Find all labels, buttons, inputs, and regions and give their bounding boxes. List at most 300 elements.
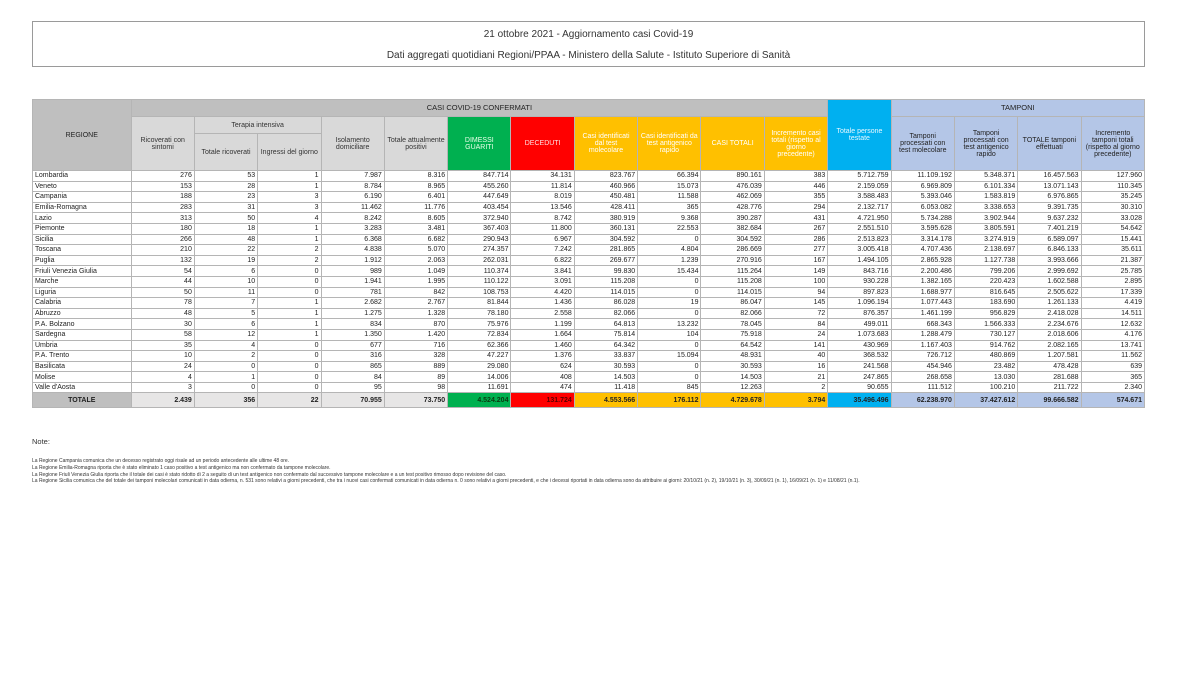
- value-cell: 0: [638, 276, 701, 287]
- value-cell: 372.940: [448, 213, 511, 224]
- value-cell: 889: [384, 361, 447, 372]
- value-cell: 286.669: [701, 245, 764, 256]
- region-name-cell: Toscana: [33, 245, 132, 256]
- total-value-cell: 3.794: [764, 393, 827, 408]
- value-cell: 7: [194, 298, 257, 309]
- table-row: [33, 266, 1145, 277]
- value-cell: 956.829: [954, 308, 1017, 319]
- value-cell: 28: [194, 181, 257, 192]
- value-cell: 2.138.697: [954, 245, 1017, 256]
- value-cell: 247.865: [828, 372, 891, 383]
- value-cell: 930.228: [828, 276, 891, 287]
- value-cell: 1: [258, 319, 321, 330]
- table-row: [33, 372, 1145, 383]
- value-cell: 450.481: [574, 192, 637, 203]
- value-cell: 7.242: [511, 245, 574, 256]
- value-cell: 1: [258, 329, 321, 340]
- value-cell: 290.943: [448, 234, 511, 245]
- value-cell: 365: [1081, 372, 1144, 383]
- value-cell: 455.260: [448, 181, 511, 192]
- value-cell: 624: [511, 361, 574, 372]
- value-cell: 1.941: [321, 276, 384, 287]
- value-cell: 2.551.510: [828, 223, 891, 234]
- value-cell: 0: [258, 351, 321, 362]
- value-cell: 14.503: [701, 372, 764, 383]
- value-cell: 914.762: [954, 340, 1017, 351]
- value-cell: 365: [638, 202, 701, 213]
- value-cell: 281.865: [574, 245, 637, 256]
- value-cell: 847.714: [448, 171, 511, 182]
- value-cell: 23.482: [954, 361, 1017, 372]
- value-cell: 110.374: [448, 266, 511, 277]
- value-cell: 1.494.105: [828, 255, 891, 266]
- value-cell: 499.011: [828, 319, 891, 330]
- value-cell: 23: [194, 192, 257, 203]
- value-cell: 6: [194, 319, 257, 330]
- value-cell: 842: [384, 287, 447, 298]
- value-cell: 1.049: [384, 266, 447, 277]
- table-row: [33, 329, 1145, 340]
- region-name-cell: Sicilia: [33, 234, 132, 245]
- value-cell: 115.208: [701, 276, 764, 287]
- value-cell: 360.131: [574, 223, 637, 234]
- value-cell: 1.288.479: [891, 329, 954, 340]
- table-row: [33, 255, 1145, 266]
- value-cell: 4.838: [321, 245, 384, 256]
- value-cell: 870: [384, 319, 447, 330]
- value-cell: 11.462: [321, 202, 384, 213]
- value-cell: 6.589.097: [1018, 234, 1081, 245]
- value-cell: 5.348.371: [954, 171, 1017, 182]
- value-cell: 53: [194, 171, 257, 182]
- value-cell: 989: [321, 266, 384, 277]
- value-cell: 50: [194, 213, 257, 224]
- value-cell: 3.274.919: [954, 234, 1017, 245]
- note-line: La Regione Friuli Venezia Giulia riporta che il totale dei casi è stato ridotto di 2 a seguito di un test antigenico non confermato dal successivo tampone molecolare e a un test positivo rimosso dopo revisione del caso.: [32, 471, 507, 478]
- value-cell: 14.006: [448, 372, 511, 383]
- value-cell: 2.999.692: [1018, 266, 1081, 277]
- value-cell: 447.649: [448, 192, 511, 203]
- value-cell: 480.869: [954, 351, 1017, 362]
- region-name-cell: Lombardia: [33, 171, 132, 182]
- value-cell: 1.261.133: [1018, 298, 1081, 309]
- value-cell: 7.401.219: [1018, 223, 1081, 234]
- value-cell: 3.283: [321, 223, 384, 234]
- value-cell: 11.418: [574, 382, 637, 393]
- value-cell: 84: [764, 319, 827, 330]
- total-value-cell: 99.666.582: [1018, 393, 1081, 408]
- value-cell: 30.310: [1081, 202, 1144, 213]
- table-row: [33, 245, 1145, 256]
- value-cell: 1.073.683: [828, 329, 891, 340]
- total-label-cell: TOTALE: [33, 393, 132, 408]
- value-cell: 2.340: [1081, 382, 1144, 393]
- value-cell: 115.208: [574, 276, 637, 287]
- total-value-cell: 70.955: [321, 393, 384, 408]
- total-value-cell: 356: [194, 393, 257, 408]
- value-cell: 75.814: [574, 329, 637, 340]
- value-cell: 78.045: [701, 319, 764, 330]
- value-cell: 268.658: [891, 372, 954, 383]
- value-cell: 13.232: [638, 319, 701, 330]
- value-cell: 11.109.192: [891, 171, 954, 182]
- value-cell: 267: [764, 223, 827, 234]
- table-row: [33, 340, 1145, 351]
- value-cell: 3: [131, 382, 194, 393]
- value-cell: 19: [638, 298, 701, 309]
- value-cell: 3.993.666: [1018, 255, 1081, 266]
- value-cell: 22.553: [638, 223, 701, 234]
- value-cell: 11.562: [1081, 351, 1144, 362]
- header-incremento-casi: Incremento casi totali (rispetto al giorno precedente): [764, 117, 827, 171]
- value-cell: 86.047: [701, 298, 764, 309]
- total-value-cell: 22: [258, 393, 321, 408]
- table-row: [33, 287, 1145, 298]
- value-cell: 16: [764, 361, 827, 372]
- value-cell: 2.234.676: [1018, 319, 1081, 330]
- value-cell: 0: [638, 308, 701, 319]
- value-cell: 8.316: [384, 171, 447, 182]
- value-cell: 6.053.082: [891, 202, 954, 213]
- total-value-cell: 2.439: [131, 393, 194, 408]
- value-cell: 2: [194, 351, 257, 362]
- total-value-cell: 176.112: [638, 393, 701, 408]
- value-cell: 281.688: [1018, 372, 1081, 383]
- value-cell: 8.605: [384, 213, 447, 224]
- value-cell: 141: [764, 340, 827, 351]
- value-cell: 111.512: [891, 382, 954, 393]
- value-cell: 9.368: [638, 213, 701, 224]
- value-cell: 266: [131, 234, 194, 245]
- value-cell: 382.684: [701, 223, 764, 234]
- value-cell: 1: [258, 171, 321, 182]
- header-ingressi-giorno: Ingressi del giorno: [258, 134, 321, 171]
- value-cell: 1.199: [511, 319, 574, 330]
- value-cell: 58: [131, 329, 194, 340]
- value-cell: 99.830: [574, 266, 637, 277]
- value-cell: 845: [638, 382, 701, 393]
- value-cell: 262.031: [448, 255, 511, 266]
- value-cell: 1.583.819: [954, 192, 1017, 203]
- value-cell: 1.995: [384, 276, 447, 287]
- value-cell: 44: [131, 276, 194, 287]
- value-cell: 54.642: [1081, 223, 1144, 234]
- value-cell: 3.841: [511, 266, 574, 277]
- value-cell: 1: [258, 234, 321, 245]
- value-cell: 0: [638, 372, 701, 383]
- value-cell: 8.019: [511, 192, 574, 203]
- value-cell: 276: [131, 171, 194, 182]
- value-cell: 890.161: [701, 171, 764, 182]
- value-cell: 13.071.143: [1018, 181, 1081, 192]
- value-cell: 865: [321, 361, 384, 372]
- region-name-cell: Campania: [33, 192, 132, 203]
- value-cell: 3: [258, 192, 321, 203]
- header-casi-antigenico: Casi identificati da test antigenico rapido: [638, 117, 701, 171]
- value-cell: 89: [384, 372, 447, 383]
- region-name-cell: Puglia: [33, 255, 132, 266]
- value-cell: 9.637.232: [1018, 213, 1081, 224]
- value-cell: 283: [131, 202, 194, 213]
- value-cell: 1.350: [321, 329, 384, 340]
- value-cell: 408: [511, 372, 574, 383]
- value-cell: 145: [764, 298, 827, 309]
- header-terapia-intensiva: Terapia intensiva: [194, 117, 321, 134]
- value-cell: 0: [258, 372, 321, 383]
- value-cell: 0: [258, 266, 321, 277]
- value-cell: 30.593: [701, 361, 764, 372]
- value-cell: 12.632: [1081, 319, 1144, 330]
- value-cell: 6: [194, 266, 257, 277]
- table-row: [33, 213, 1145, 224]
- value-cell: 24: [131, 361, 194, 372]
- value-cell: 3.588.483: [828, 192, 891, 203]
- value-cell: 98: [384, 382, 447, 393]
- value-cell: 183.690: [954, 298, 1017, 309]
- value-cell: 5: [194, 308, 257, 319]
- value-cell: 75.918: [701, 329, 764, 340]
- region-name-cell: Sardegna: [33, 329, 132, 340]
- value-cell: 48: [131, 308, 194, 319]
- value-cell: 2.767: [384, 298, 447, 309]
- value-cell: 454.946: [891, 361, 954, 372]
- header-tamponi: TAMPONI: [891, 100, 1144, 117]
- value-cell: 75.976: [448, 319, 511, 330]
- value-cell: 668.343: [891, 319, 954, 330]
- value-cell: 2.159.059: [828, 181, 891, 192]
- value-cell: 31: [194, 202, 257, 213]
- value-cell: 823.767: [574, 171, 637, 182]
- value-cell: 13.030: [954, 372, 1017, 383]
- value-cell: 2.082.165: [1018, 340, 1081, 351]
- table-row: [33, 298, 1145, 309]
- value-cell: 72.834: [448, 329, 511, 340]
- value-cell: 3.902.944: [954, 213, 1017, 224]
- header-totale-ricoverati: Totale ricoverati: [194, 134, 257, 171]
- value-cell: 383: [764, 171, 827, 182]
- value-cell: 4: [194, 340, 257, 351]
- value-cell: 1.167.403: [891, 340, 954, 351]
- value-cell: 0: [638, 361, 701, 372]
- header-isolamento: Isolamento domiciliare: [321, 117, 384, 171]
- value-cell: 4.176: [1081, 329, 1144, 340]
- value-cell: 132: [131, 255, 194, 266]
- value-cell: 1.275: [321, 308, 384, 319]
- table-row: [33, 181, 1145, 192]
- value-cell: 16.457.563: [1018, 171, 1081, 182]
- value-cell: 33.837: [574, 351, 637, 362]
- value-cell: 188: [131, 192, 194, 203]
- value-cell: 876.357: [828, 308, 891, 319]
- region-name-cell: Lazio: [33, 213, 132, 224]
- value-cell: 478.428: [1018, 361, 1081, 372]
- value-cell: 149: [764, 266, 827, 277]
- notes-section: [32, 437, 1145, 485]
- value-cell: 210: [131, 245, 194, 256]
- value-cell: 94: [764, 287, 827, 298]
- value-cell: 2.682: [321, 298, 384, 309]
- value-cell: 1.077.443: [891, 298, 954, 309]
- value-cell: 270.916: [701, 255, 764, 266]
- value-cell: 446: [764, 181, 827, 192]
- value-cell: 54: [131, 266, 194, 277]
- value-cell: 21: [764, 372, 827, 383]
- value-cell: 15.434: [638, 266, 701, 277]
- report-title: 21 ottobre 2021 - Aggiornamento casi Covid-19: [483, 29, 694, 40]
- value-cell: 2.063: [384, 255, 447, 266]
- value-cell: 18: [194, 223, 257, 234]
- value-cell: 294: [764, 202, 827, 213]
- value-cell: 34.131: [511, 171, 574, 182]
- value-cell: 241.568: [828, 361, 891, 372]
- value-cell: 328: [384, 351, 447, 362]
- value-cell: 25.785: [1081, 266, 1144, 277]
- value-cell: 269.677: [574, 255, 637, 266]
- value-cell: 72: [764, 308, 827, 319]
- value-cell: 110.345: [1081, 181, 1144, 192]
- value-cell: 462.069: [701, 192, 764, 203]
- value-cell: 0: [258, 361, 321, 372]
- value-cell: 82.066: [574, 308, 637, 319]
- value-cell: 167: [764, 255, 827, 266]
- header-incremento-tamponi: Incremento tamponi totali (rispetto al giorno precedente): [1081, 117, 1144, 171]
- header-deceduti: DECEDUTI: [511, 117, 574, 171]
- region-name-cell: Marche: [33, 276, 132, 287]
- value-cell: 95: [321, 382, 384, 393]
- value-cell: 4.804: [638, 245, 701, 256]
- header-casi-totali: CASI TOTALI: [701, 117, 764, 171]
- header-persone-testate: Totale persone testate: [828, 100, 891, 171]
- value-cell: 1.207.581: [1018, 351, 1081, 362]
- table-row: [33, 308, 1145, 319]
- value-cell: 40: [764, 351, 827, 362]
- value-cell: 12: [194, 329, 257, 340]
- total-value-cell: 574.671: [1081, 393, 1144, 408]
- value-cell: 2.200.486: [891, 266, 954, 277]
- value-cell: 0: [258, 287, 321, 298]
- value-cell: 47.227: [448, 351, 511, 362]
- value-cell: 1.566.333: [954, 319, 1017, 330]
- value-cell: 3.314.178: [891, 234, 954, 245]
- value-cell: 1.436: [511, 298, 574, 309]
- value-cell: 428.411: [574, 202, 637, 213]
- value-cell: 3.805.591: [954, 223, 1017, 234]
- value-cell: 90.655: [828, 382, 891, 393]
- table-row: [33, 361, 1145, 372]
- value-cell: 1: [258, 298, 321, 309]
- value-cell: 104: [638, 329, 701, 340]
- value-cell: 277: [764, 245, 827, 256]
- value-cell: 0: [258, 340, 321, 351]
- value-cell: 6.401: [384, 192, 447, 203]
- value-cell: 78: [131, 298, 194, 309]
- value-cell: 3.481: [384, 223, 447, 234]
- value-cell: 15.441: [1081, 234, 1144, 245]
- value-cell: 24: [764, 329, 827, 340]
- value-cell: 21.387: [1081, 255, 1144, 266]
- value-cell: 9.391.735: [1018, 202, 1081, 213]
- value-cell: 3.595.628: [891, 223, 954, 234]
- region-name-cell: Liguria: [33, 287, 132, 298]
- value-cell: 0: [638, 234, 701, 245]
- region-name-cell: Valle d'Aosta: [33, 382, 132, 393]
- value-cell: 2.513.823: [828, 234, 891, 245]
- value-cell: 2: [764, 382, 827, 393]
- value-cell: 115.264: [701, 266, 764, 277]
- value-cell: 716: [384, 340, 447, 351]
- value-cell: 2.018.606: [1018, 329, 1081, 340]
- table-row: [33, 171, 1145, 182]
- value-cell: 3.005.418: [828, 245, 891, 256]
- value-cell: 1: [258, 308, 321, 319]
- value-cell: 11.800: [511, 223, 574, 234]
- value-cell: 1.602.588: [1018, 276, 1081, 287]
- total-value-cell: 37.427.612: [954, 393, 1017, 408]
- value-cell: 5.393.046: [891, 192, 954, 203]
- value-cell: 1: [258, 181, 321, 192]
- value-cell: 4.707.436: [891, 245, 954, 256]
- value-cell: 17.339: [1081, 287, 1144, 298]
- total-value-cell: 73.750: [384, 393, 447, 408]
- value-cell: 13.546: [511, 202, 574, 213]
- value-cell: 30: [131, 319, 194, 330]
- value-cell: 5.070: [384, 245, 447, 256]
- value-cell: 799.206: [954, 266, 1017, 277]
- value-cell: 110.122: [448, 276, 511, 287]
- value-cell: 19: [194, 255, 257, 266]
- total-value-cell: 4.729.678: [701, 393, 764, 408]
- value-cell: 4.721.950: [828, 213, 891, 224]
- value-cell: 33.028: [1081, 213, 1144, 224]
- value-cell: 730.127: [954, 329, 1017, 340]
- value-cell: 0: [258, 382, 321, 393]
- value-cell: 0: [638, 340, 701, 351]
- note-line: La Regione Campania comunica che un decesso registrato oggi risale ad un periodo antecedente alle ultime 48 ore.: [32, 458, 290, 464]
- value-cell: 1.127.738: [954, 255, 1017, 266]
- value-cell: 476.039: [701, 181, 764, 192]
- value-cell: 11.776: [384, 202, 447, 213]
- value-cell: 86.028: [574, 298, 637, 309]
- region-name-cell: Molise: [33, 372, 132, 383]
- region-name-cell: P.A. Bolzano: [33, 319, 132, 330]
- value-cell: 897.823: [828, 287, 891, 298]
- value-cell: 10: [131, 351, 194, 362]
- value-cell: 639: [1081, 361, 1144, 372]
- value-cell: 677: [321, 340, 384, 351]
- value-cell: 7.987: [321, 171, 384, 182]
- value-cell: 35: [131, 340, 194, 351]
- value-cell: 127.960: [1081, 171, 1144, 182]
- value-cell: 64.813: [574, 319, 637, 330]
- value-cell: 2.418.028: [1018, 308, 1081, 319]
- value-cell: 48.931: [701, 351, 764, 362]
- header-regione: REGIONE: [33, 100, 132, 171]
- header-tamponi-totale: TOTALE tamponi effettuati: [1018, 117, 1081, 171]
- value-cell: 0: [638, 287, 701, 298]
- value-cell: 843.716: [828, 266, 891, 277]
- region-name-cell: Basilicata: [33, 361, 132, 372]
- header-ricoverati: Ricoverati con sintomi: [131, 117, 194, 171]
- value-cell: 2.132.717: [828, 202, 891, 213]
- value-cell: 834: [321, 319, 384, 330]
- value-cell: 304.592: [574, 234, 637, 245]
- region-name-cell: Friuli Venezia Giulia: [33, 266, 132, 277]
- value-cell: 13.741: [1081, 340, 1144, 351]
- covid-cases-table: [32, 99, 1145, 408]
- value-cell: 6.846.133: [1018, 245, 1081, 256]
- value-cell: 0: [194, 361, 257, 372]
- value-cell: 82.066: [701, 308, 764, 319]
